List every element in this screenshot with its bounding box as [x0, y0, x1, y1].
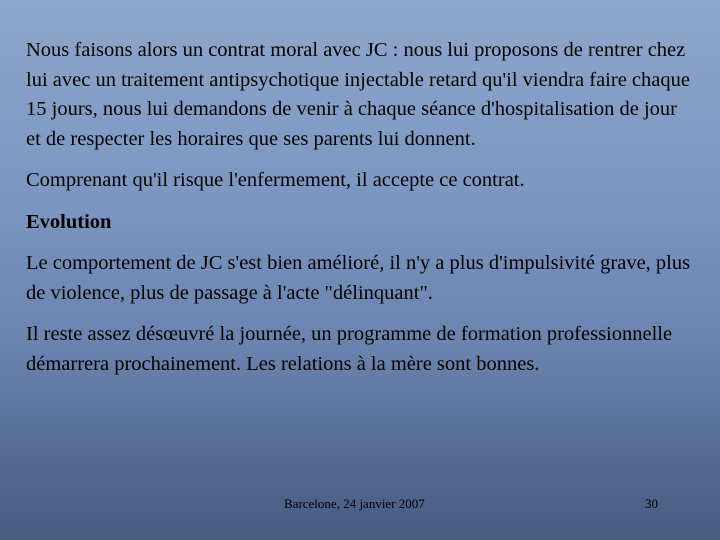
- paragraph-contract: Nous faisons alors un contrat moral avec JC : nous lui proposons de rentrer chez lui avec un traitement antipsychotique injectable retard qu'il viendra faire chaque 15 jours, nous lui demandons de venir à chaque séance d'hospitalisation de jour et de respecter les horaires que ses parents lui donnent.: [26, 39, 690, 150]
- footer-date: Barcelone, 24 janvier 2007: [284, 496, 425, 511]
- page-number: 30: [645, 496, 658, 511]
- paragraph-outlook: Il reste assez désœuvré la journée, un programme de formation professionnelle démarrera prochainement. Les relations à la mère sont bonnes.: [26, 323, 673, 375]
- section-heading-evolution: Evolution: [26, 210, 112, 233]
- paragraph-behavior: Le comportement de JC s'est bien amélioré, il n'y a plus d'impulsivité grave, plus de violence, plus de passage à l'acte "délinquant".: [26, 252, 691, 304]
- paragraph-acceptance: Comprenant qu'il risque l'enfermement, il accepte ce contrat.: [26, 169, 525, 191]
- slide-body: [26, 36, 696, 391]
